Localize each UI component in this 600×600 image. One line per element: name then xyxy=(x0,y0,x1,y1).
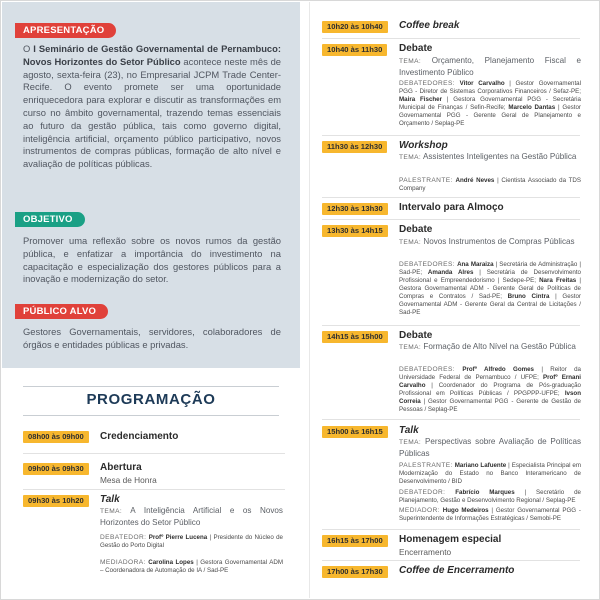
publico-tag: PÚBLICO ALVO xyxy=(15,304,108,319)
time-debate3: 14h15 às 15h00 xyxy=(322,331,388,343)
theme-debate3: TEMA: Formação de Alto Nível na Gestão Pública xyxy=(399,342,576,351)
programacao-title: PROGRAMAÇÃO xyxy=(86,391,216,408)
time-talk1: 09h30 às 10h20 xyxy=(23,495,89,507)
column-divider xyxy=(309,2,310,598)
divider xyxy=(322,560,580,561)
time-workshop: 11h30 às 12h30 xyxy=(322,141,387,153)
title-abertura: Abertura xyxy=(100,462,142,473)
sub-abertura: Mesa de Honra xyxy=(100,475,157,485)
publico-text: Gestores Governamentais, servidores, colaboradores de órgãos e entidades públicas e privadas. xyxy=(23,326,281,350)
people-debate2: DEBATEDORES: Ana Maraiza | Secretária de Administração | Sad-PE; Amanda Alres | Secretária de Desenvolvimento Profissional e Empreendedorismo | Sedepe-PE; Nara Freitas | Gestora Governamental ADM - Gerente Geral de Políticas de Compras e Contratos / Sad-PE; Bruno Cintra | Gestor Governamental ADM - Gerente Geral da Central de Licitações / Sad-PE xyxy=(399,261,581,316)
divider xyxy=(23,489,285,490)
people-debate3: DEBATEDORES: Profº Alfredo Gomes | Reitor da Universidade Federal de Pernambuco / UFPE; Profº Ernani Carvalho | Coordenador do Programa de Pós-graduação Profissional em Políticas Públicas / PPGPPP-UFPE; Ivson Correia | Gestor Governamental PGG - Gerente de Gestão de Pessoas / Seplag-PE xyxy=(399,366,582,413)
mediadora-talk1: MEDIADORA: Carolina Lopes | Gestora Governamental ADM – Coordenadora de Automação de IA / Sad-PE xyxy=(100,559,283,574)
title-coffee: Coffee break xyxy=(399,20,460,31)
time-abertura: 09h00 às 09h30 xyxy=(23,463,89,475)
title-credenciamento: Credenciamento xyxy=(100,431,179,442)
time-coffee: 10h20 às 10h40 xyxy=(322,21,388,33)
objetivo-text: Promover uma reflexão sobre os novos rumos da gestão pública, e enfatizar a importância do investimento na capacitação e especialização dos gestores públicos para a inovação e modernização do setor. xyxy=(23,235,281,285)
time-almoco: 12h30 às 13h30 xyxy=(322,203,388,215)
time-homenagem: 16h15 às 17h00 xyxy=(322,535,388,547)
title-debate3: Debate xyxy=(399,330,433,341)
time-debate1: 10h40 às 11h30 xyxy=(322,44,387,56)
objetivo-tag: OBJETIVO xyxy=(15,212,85,227)
title-talk1: Talk xyxy=(100,494,120,505)
title-encerramento: Coffee de Encerramento xyxy=(399,565,515,576)
apresentacao-text: O I Seminário de Gestão Governamental de Pernambuco: Novos Horizontes do Setor Público acontece neste mês de agosto, sexta-feira (23), no Empresarial JCPM Trade Center-Recife. O evento promete ser uma oportunidade enriquecedora para explorar e discutir as transformações em curso no âmbito governamental, trazendo temas essenciais ao futuro da gestão pública, tais como governo digital, inteligência artificial, orçamento público participativo, novos instrumentos de compras públicas, formação de alto nível e avaliação de políticas públicas. xyxy=(23,43,281,170)
time-talk2: 15h00 às 16h15 xyxy=(322,426,388,438)
people-workshop: PALESTRANTE: André Neves | Cientista Associado da TDS Company xyxy=(399,177,581,192)
debatedor-talk1: DEBATEDOR: Profº Pierre Lucena | Presidente do Núcleo de Gestão do Porto Digital xyxy=(100,534,284,549)
divider xyxy=(322,135,580,136)
theme-debate1: TEMA: Orçamento, Planejamento Fiscal e Investimento Público xyxy=(399,56,581,77)
programacao-bottom-line xyxy=(23,415,279,416)
programacao-top-line xyxy=(23,386,279,387)
title-talk2: Talk xyxy=(399,425,419,436)
divider xyxy=(322,38,580,39)
title-workshop: Workshop xyxy=(399,140,448,151)
divider xyxy=(23,453,285,454)
title-almoco: Intervalo para Almoço xyxy=(399,202,504,213)
mediador-talk2: MEDIADOR: Hugo Medeiros | Gestor Governamental PGG - Superintendente de Informações Estratégicas / Semobi-PE xyxy=(399,507,581,522)
divider xyxy=(322,529,580,530)
theme-talk1: TEMA: A Inteligência Artificial e os Novos Horizontes do Setor Público xyxy=(100,506,283,527)
title-debate1: Debate xyxy=(399,43,433,54)
palestrante-talk2: PALESTRANTE: Mariano Lafuente | Especialista Principal em Modernização do Estado no Banco Interamericano de Desenvolvimento / BID xyxy=(399,462,581,485)
theme-talk2: TEMA: Perspectivas sobre Avaliação de Políticas Públicas xyxy=(399,437,582,458)
title-debate2: Debate xyxy=(399,224,433,235)
divider xyxy=(322,197,580,198)
divider xyxy=(322,419,580,420)
theme-workshop: TEMA: Assistentes Inteligentes na Gestão Pública xyxy=(399,152,577,161)
time-encerramento: 17h00 às 17h30 xyxy=(322,566,388,578)
sub-homenagem: Encerramento xyxy=(399,547,452,557)
divider xyxy=(322,219,580,220)
divider xyxy=(322,325,580,326)
people-debate1: DEBATEDORES: Vitor Carvalho | Gestor Governamental PGG - Diretor de Sistemas Corporativos Financeiros / Sefaz-PE; Maira Fischer | Gestora Governamental PGG - Secretária Municipal de Finanças / Sefin-Recife; Marcelo Dantas | Gestor Governamental PGG - Gerente Geral de Planejamento e Orçamento / Seplag-PE xyxy=(399,80,581,127)
time-credenciamento: 08h00 às 09h00 xyxy=(23,431,89,443)
title-homenagem: Homenagem especial xyxy=(399,534,502,545)
debatedor-talk2: DEBATEDOR: Fabrício Marques | Secretário de Planejamento, Gestão e Desenvolvimento Regional / Seplag-PE xyxy=(399,489,581,504)
time-debate2: 13h30 às 14h15 xyxy=(322,225,388,237)
theme-debate2: TEMA: Novos Instrumentos de Compras Públicas xyxy=(399,237,575,246)
apresentacao-tag: APRESENTAÇÃO xyxy=(15,23,116,38)
